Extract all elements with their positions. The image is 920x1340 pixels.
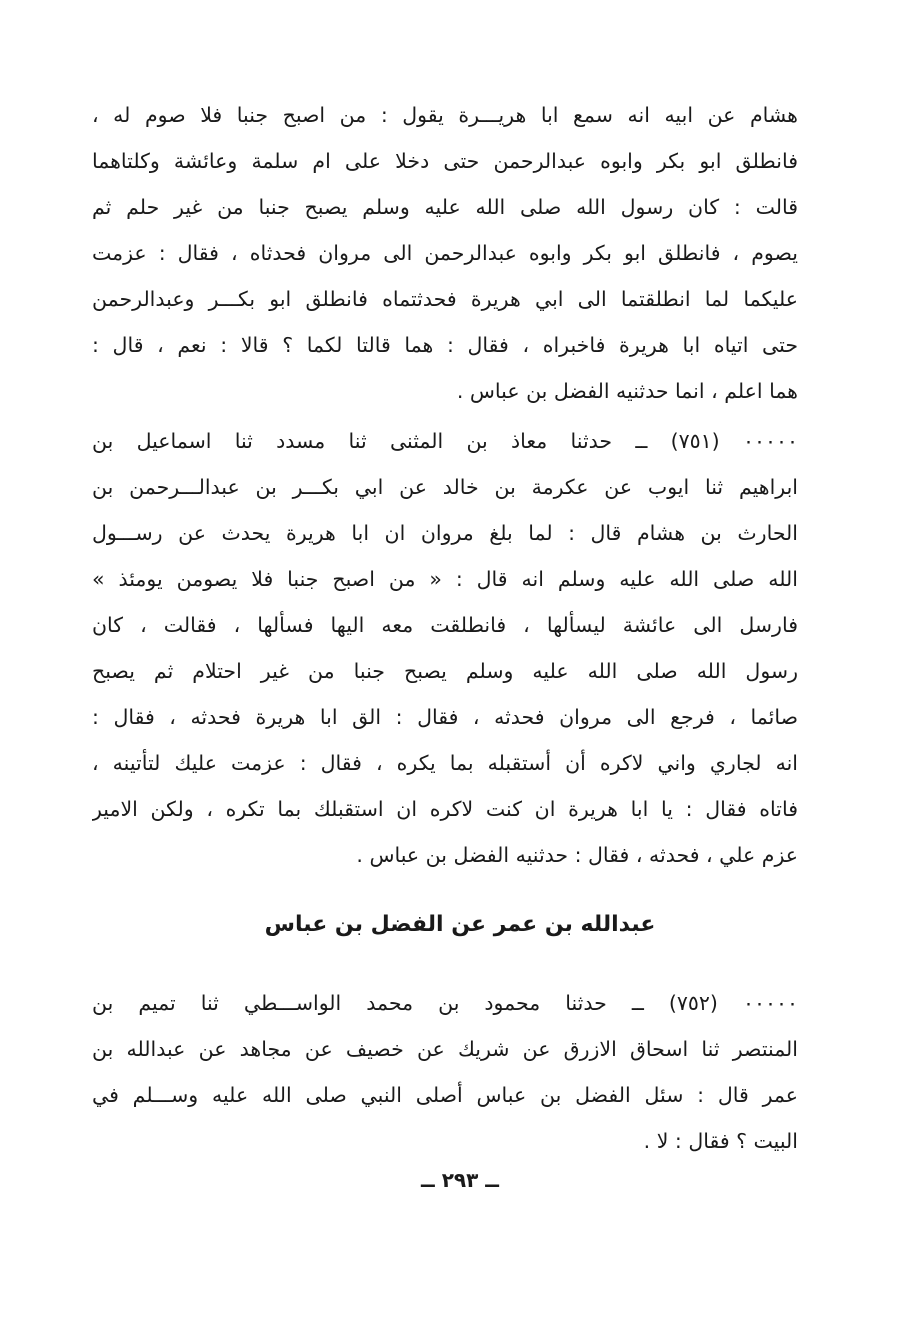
text-line: رسول الله صلى الله عليه وسلم يصبح جنبا من غير احتلام ثم يصبح xyxy=(92,659,798,683)
text-line: المنتصر ثنا اسحاق الازرق عن شريك عن خصيف عن مجاهد عن عبدالله بن xyxy=(92,1037,798,1061)
text-line: قالت : كان رسول الله صلى الله عليه وسلم يصبح جنبا من غير حلم ثم xyxy=(92,195,798,219)
section-heading: عبدالله بن عمر عن الفضل بن عباس xyxy=(264,912,656,937)
text-line: ابراهيم ثنا ايوب عن عكرمة بن خالد عن ابي بكـــر بن عبدالـــرحمن بن xyxy=(92,475,798,499)
text-line: انه لجاري واني لاكره أن أستقبله بما يكره ، فقال : عزمت عليك لتأتينه ، xyxy=(92,751,798,775)
text-line: البيت ؟ فقال : لا . xyxy=(643,1129,798,1153)
text-line: صائما ، فرجع الى مروان فحدثه ، فقال : الق ابا هريرة فحدثه ، فقال : xyxy=(92,705,798,729)
text-line: فاتاه فقال : يا ابا هريرة ان كنت لاكره ان استقبلك بما تكره ، ولكن الامير xyxy=(92,797,798,821)
text-line: يصوم ، فانطلق ابو بكر وابوه عبدالرحمن الى مروان فحدثاه ، فقال : عزمت xyxy=(92,241,798,265)
text-line: عليكما لما انطلقتما الى ابي هريرة فحدثتماه فانطلق ابو بكـــر وعبدالرحمن xyxy=(92,287,798,311)
text-line: فانطلق ابو بكر وابوه عبدالرحمن حتى دخلا على ام سلمة وعائشة وكلتاهما xyxy=(92,149,798,173)
page-number: ــ ٢٩٣ ــ xyxy=(421,1168,499,1192)
text-line: ٠٠٠٠٠ (٧٥١) ــ حدثنا معاذ بن المثنى ثنا مسدد ثنا اسماعيل بن xyxy=(92,429,798,453)
text-line: فارسل الى عائشة ليسألها ، فانطلقت معه اليها فسألها ، فقالت ، كان xyxy=(92,613,798,637)
text-line: حتى اتياه ابا هريرة فاخبراه ، فقال : هما قالتا لكما ؟ قالا : نعم ، قال : xyxy=(92,333,798,357)
text-line: الحارث بن هشام قال : لما بلغ مروان ان ابا هريرة يحدث عن رســـول xyxy=(92,521,798,545)
text-line: عمر قال : سئل الفضل بن عباس أصلى النبي صلى الله عليه وســـلم في xyxy=(92,1083,798,1107)
text-line: عزم علي ، فحدثه ، فقال : حدثنيه الفضل بن عباس . xyxy=(356,843,798,867)
text-line: الله صلى الله عليه وسلم انه قال : « من اصبح جنبا فلا يصومن يومئذ » xyxy=(92,567,798,591)
text-line: هما اعلم ، انما حدثنيه الفضل بن عباس . xyxy=(456,379,798,403)
text-line: هشام عن ابيه انه سمع ابا هريـــرة يقول : من اصبح جنبا فلا صوم له ، xyxy=(92,103,798,127)
text-line: ٠٠٠٠٠ (٧٥٢) ــ حدثنا محمود بن محمد الواســـطي ثنا تميم بن xyxy=(92,991,798,1015)
